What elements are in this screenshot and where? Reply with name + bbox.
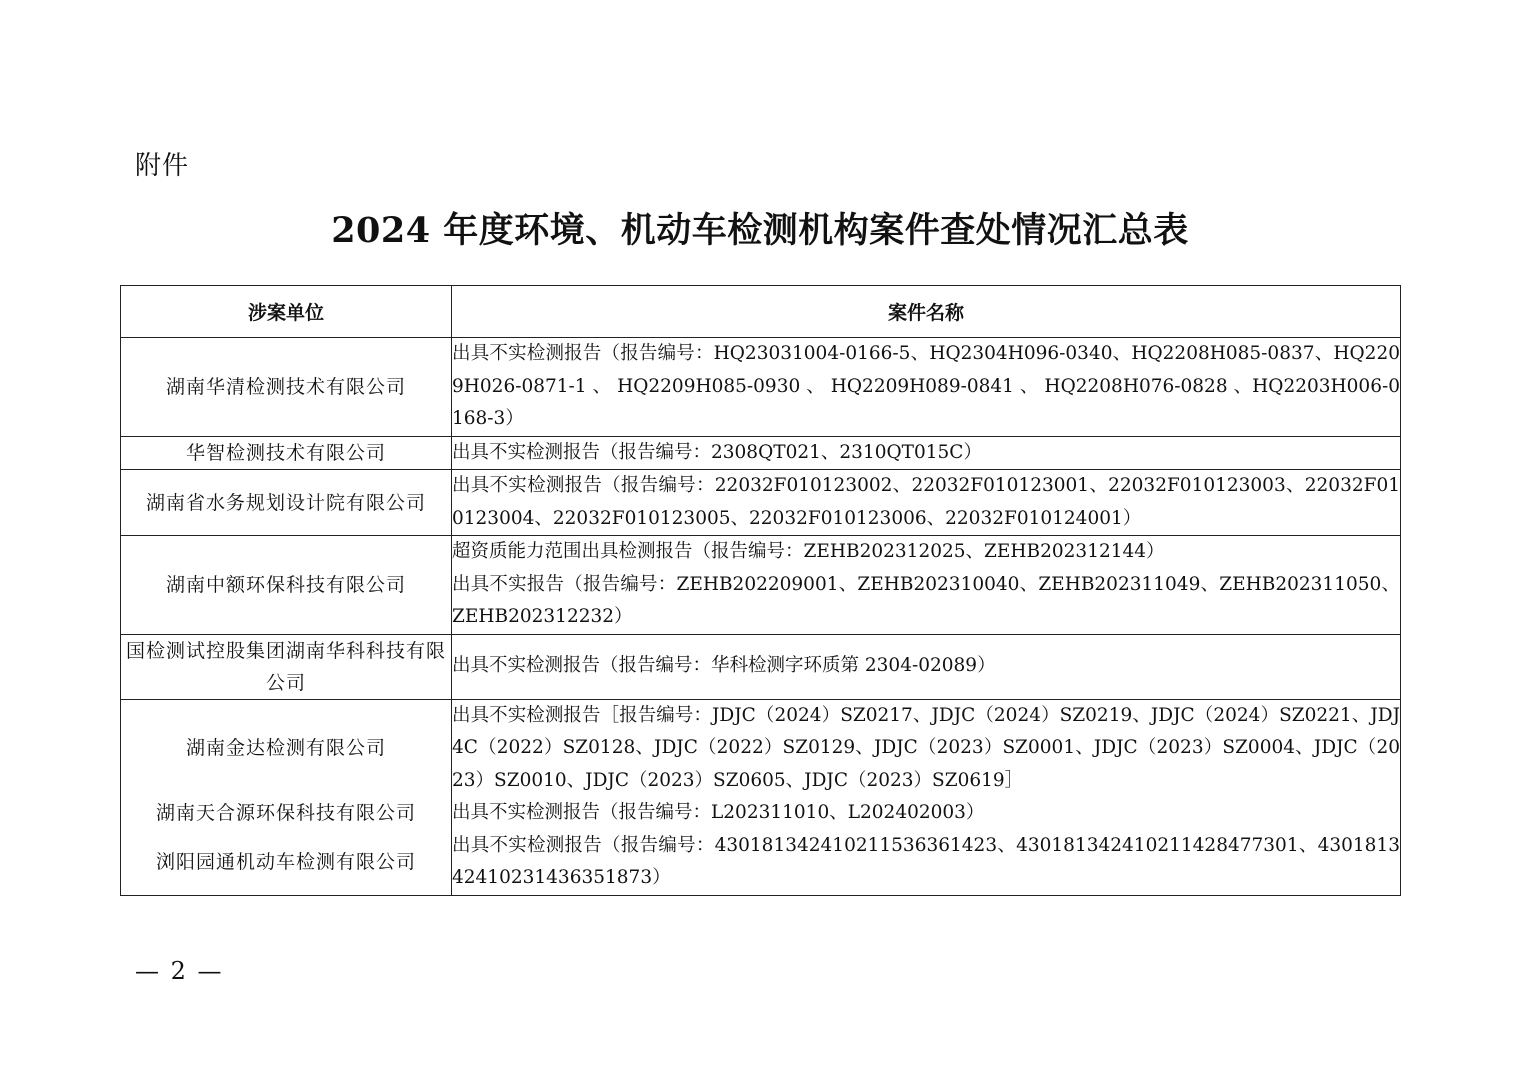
document-title: 2024 年度环境、机动车检测机构案件查处情况汇总表 — [331, 210, 1189, 251]
unit-cell: 湖南华清检测技术有限公司 — [121, 338, 452, 437]
table-row — [121, 699, 1401, 797]
case-cell: 出具不实检测报告（报告编号：华科检测字环质第 2304-02089） — [452, 634, 1401, 699]
case-cell: 出具不实检测报告（报告编号：430181342410211536361423、430181342410211428477301、430181342410231436351873） — [452, 830, 1401, 896]
table-row — [121, 536, 1401, 635]
case-cell: 出具不实检测报告（报告编号：22032F010123002、22032F010123001、22032F010123003、22032F010123004、22032F010123005、22032F010123006、22032F010124001） — [452, 470, 1401, 536]
unit-cell: 湖南省水务规划设计院有限公司 — [121, 470, 452, 536]
table-row — [121, 797, 1401, 830]
table-row — [121, 338, 1401, 437]
case-cell: 出具不实检测报告（报告编号：HQ23031004-0166-5、HQ2304H096-0340、HQ2208H085-0837、HQ2209H026-0871-1 、 HQ2209H085-0930 、 HQ2209H089-0841 、 HQ2208H076-0828 、HQ2203H006-0168-3） — [452, 338, 1401, 437]
unit-cell: 湖南金达检测有限公司 — [121, 699, 452, 797]
unit-cell: 国检测试控股集团湖南华科科技有限公司 — [121, 634, 452, 699]
unit-cell: 湖南天合源环保科技有限公司 — [121, 797, 452, 830]
table-row — [121, 470, 1401, 536]
attachment-label: 附件 — [135, 151, 190, 181]
case-line: 出具不实报告（报告编号：ZEHB202209001、ZEHB202310040、ZEHB202311049、ZEHB202311050、ZEHB202312232） — [452, 573, 1400, 627]
column-header-case: 案件名称 — [452, 286, 1401, 338]
case-cell: 出具不实检测报告［报告编号：JDJC（2024）SZ0217、JDJC（2024）SZ0219、JDJC（2024）SZ0221、JDJ4C（2022）SZ0128、JDJC（2022）SZ0129、JDJC（2023）SZ0001、JDJC（2023）SZ0004、JDJC（2023）SZ0010、JDJC（2023）SZ0605、JDJC（2023）SZ0619］ — [452, 699, 1401, 797]
unit-cell: 浏阳园通机动车检测有限公司 — [121, 830, 452, 896]
table-row — [121, 830, 1401, 896]
page-number: — 2 — — [135, 957, 224, 985]
case-cell: 出具不实检测报告（报告编号：2308QT021、2310QT015C） — [452, 436, 1401, 470]
case-line: 超资质能力范围出具检测报告（报告编号：ZEHB202312025、ZEHB202312144） — [452, 541, 1165, 562]
table-row — [121, 436, 1401, 470]
table-header-row — [121, 286, 1401, 338]
case-cell — [452, 536, 1401, 635]
unit-cell: 湖南中额环保科技有限公司 — [121, 536, 452, 635]
table-row — [121, 634, 1401, 699]
case-cell: 出具不实检测报告（报告编号：L202311010、L202402003） — [452, 797, 1401, 830]
column-header-unit: 涉案单位 — [121, 286, 452, 338]
summary-table — [120, 285, 1401, 896]
unit-cell: 华智检测技术有限公司 — [121, 436, 452, 470]
